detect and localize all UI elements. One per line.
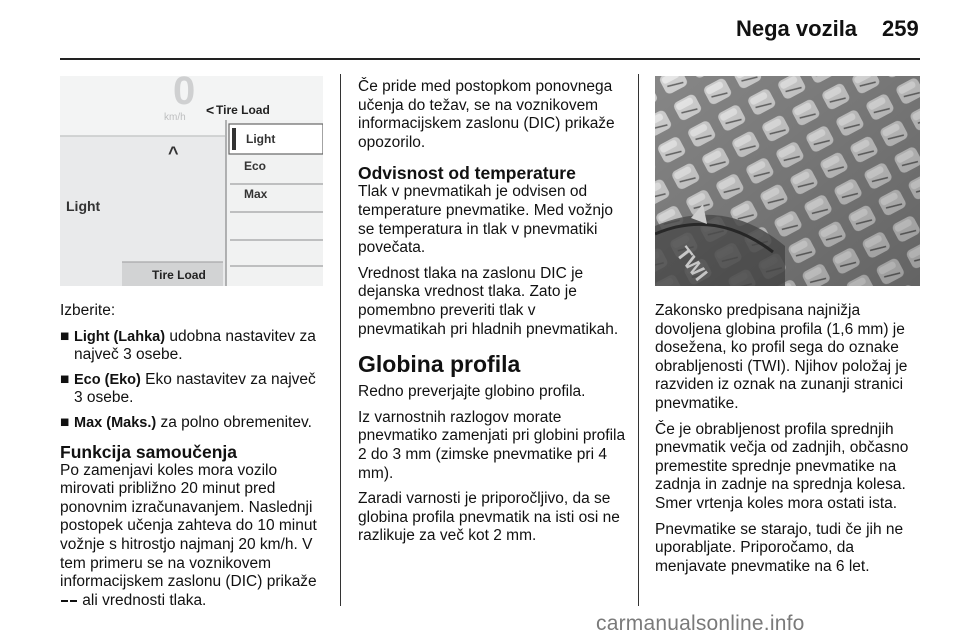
- square-bullet-icon: ■: [60, 327, 70, 345]
- option-eco: Eco: [244, 159, 267, 173]
- bullet-term: Light (Lahka): [74, 328, 166, 345]
- column-divider-2: [638, 74, 639, 606]
- twi-legal-text: Zakonsko predpisana najnižja dovoljena globina profila (1,6 mm) je dosežena, ko profil sega do oznake obrabljenosti (TWI). Njihov položaj je razviden iz oznak na zunanji stranici pnevmatike.: [655, 302, 908, 412]
- intro-text: Izberite:: [60, 302, 116, 319]
- tire-tread-illustration: [655, 76, 920, 286]
- tire-aging-text: Pnevmatike se starajo, tudi če jih ne uporabljate. Priporočamo, da menjavate pnevmatike na 6 let.: [655, 520, 904, 575]
- column-divider-1: [340, 74, 341, 606]
- dic-pressure-text: Vrednost tlaka na zaslonu DIC je dejanska vrednost tlaka. Zato je pomembno preveriti tlak v pnevmatikah pri hladnih pnevmatikah.: [358, 264, 619, 338]
- tire-rotation-text: Če je obrabljenost profila sprednjih pnevmatik večja od zadnjih, občasno premestite sprednje pnevmatike na zadnja in zadnje na sprednja kolesa. Smer vrtenja koles mora ostati ista.: [655, 420, 909, 512]
- dic-tire-load-figure: [60, 76, 323, 286]
- column-1: [60, 302, 324, 617]
- list-item: [60, 414, 324, 433]
- bullet-text: udobna nastavitev za največ 3 osebe.: [74, 327, 316, 364]
- bullet-text: Eko nastavitev za največ 3 osebe.: [74, 370, 316, 407]
- bullet-term: Eco (Eko): [74, 371, 141, 388]
- self-learning-text-end: ali vrednosti tlaka.: [78, 591, 207, 609]
- page-header-title: Nega vozila: [736, 16, 858, 41]
- selected-mode-label: Light: [66, 198, 101, 214]
- header-rule: [60, 58, 920, 60]
- column-3: [655, 302, 923, 583]
- relearn-warning-text: Če pride med postopkom ponovnega učenja do težav, se na voznikovem informacijskem zaslonu (DIC) prikaže opozorilo.: [358, 78, 615, 151]
- double-dash-symbol-icon: [60, 592, 78, 609]
- list-item: [60, 328, 324, 365]
- square-bullet-icon: ■: [60, 370, 70, 388]
- temperature-text: Tlak v pnevmatikah je odvisen od temperature pnevmatike. Med vožnjo se temperatura in tlak v pnevmatiki povečata.: [358, 183, 614, 257]
- list-item: [60, 371, 324, 408]
- tread-check-text: Redno preverjajte globino profila.: [358, 383, 586, 401]
- page-number: 259: [882, 16, 919, 41]
- bottom-tab-label: Tire Load: [152, 268, 206, 282]
- dic-display-illustration: [60, 76, 323, 286]
- speed-value: 0: [173, 76, 196, 113]
- self-learning-text: Po zamenjavi koles mora vozilo mirovati približno 20 minut pred ponovnim izračunavanjem. Naslednji postopek učenja zahteva do 10 minut vožnje s hitrostjo najmanj 20 km/h. V tem primeru se na voznikovem informacijskem zaslonu (DIC) prikaže: [60, 461, 317, 591]
- scroll-up-icon: ^: [168, 143, 179, 163]
- section-heading-temperature: Odvisnost od temperature: [358, 163, 576, 184]
- tire-tread-figure: [655, 76, 920, 286]
- bullet-term: Max (Maks.): [74, 414, 157, 431]
- section-heading-tread-depth: Globina profila: [358, 351, 521, 378]
- tread-replace-text: Iz varnostnih razlogov morate pnevmatiko zamenjati pri globini profila 2 do 3 mm (zimske pnevmatike pri 4 mm).: [358, 408, 626, 482]
- bullet-text: za polno obremenitev.: [156, 413, 312, 431]
- option-light: Light: [246, 132, 276, 146]
- back-chevron-icon: <: [206, 102, 215, 118]
- section-heading-self-learning: Funkcija samoučenja: [60, 441, 238, 462]
- column-2: [358, 78, 626, 553]
- watermark: carmanualsonline.info: [596, 612, 805, 635]
- speed-unit: km/h: [164, 112, 186, 123]
- option-max: Max: [244, 187, 268, 201]
- square-bullet-icon: ■: [60, 413, 70, 431]
- menu-title: Tire Load: [216, 103, 270, 117]
- tread-safety-text: Zaradi varnosti je priporočljivo, da se globina profila pnevmatik na isti osi ne razlikuje za več kot 2 mm.: [358, 490, 620, 545]
